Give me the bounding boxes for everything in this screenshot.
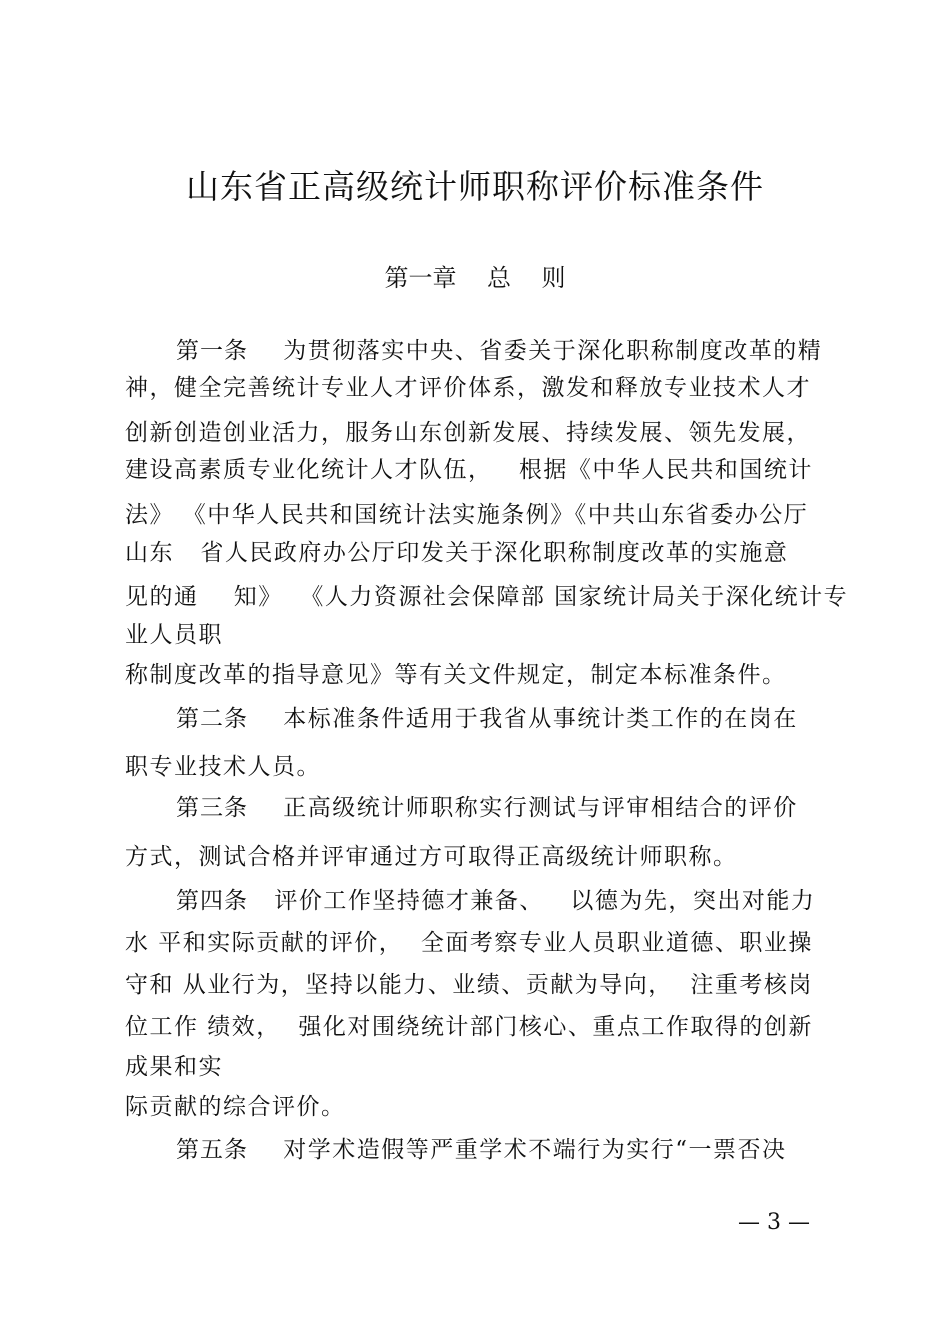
- article-label: 第四条: [176, 888, 248, 914]
- text-line: [125, 1012, 813, 1042]
- line-text: 正高级统计师职称实行测试与评审相结合的评价: [248, 795, 798, 821]
- text-line: [125, 752, 321, 782]
- text-line: [176, 704, 798, 734]
- document-title: 山东省正高级统计师职称评价标准条件: [186, 167, 764, 206]
- line-text: 本标准条件适用于我省从事统计类工作的在岗在: [248, 706, 798, 732]
- text-line: [125, 928, 813, 958]
- line-text: 创新创造创业活力，服务山东创新发展、持续发展、领先发展，: [125, 420, 811, 446]
- text-line: [176, 886, 815, 916]
- line-text: 水 平和实际贡献的评价， 全面考察专业人员职业道德、职业操: [125, 930, 813, 956]
- line-text: 方式，测试合格并评审通过方可取得正高级统计师职称。: [125, 844, 738, 870]
- line-text: 际贡献的综合评价。: [125, 1094, 346, 1120]
- text-line: [125, 418, 811, 448]
- article-label: 第五条: [176, 1137, 248, 1163]
- line-text: 对学术造假等严重学术不端行为实行“一票否决: [248, 1137, 787, 1163]
- line-text: 山东 省人民政府办公厅印发关于深化职称制度改革的实施意: [125, 540, 789, 566]
- text-line: [125, 842, 738, 872]
- text-line: [125, 582, 848, 612]
- text-line: [125, 455, 813, 485]
- text-line: [125, 1052, 223, 1082]
- line-text: 位工作 绩效， 强化对围绕统计部门核心、重点工作取得的创新: [125, 1014, 813, 1040]
- text-line: [125, 660, 787, 690]
- line-text: 评价工作坚持德才兼备、 以德为先，突出对能力: [248, 888, 816, 914]
- line-text: 见的通 知》 《人力资源社会保障部 国家统计局关于深化统计专: [125, 584, 849, 610]
- text-line: [176, 1135, 787, 1165]
- article-label: 第一条: [176, 338, 248, 364]
- text-line: [125, 538, 788, 568]
- text-line: [125, 970, 813, 1000]
- text-line: [125, 1092, 346, 1122]
- text-line: [176, 336, 822, 366]
- article-label: 第三条: [176, 795, 248, 821]
- text-line: [125, 373, 811, 403]
- line-text: 成果和实: [125, 1054, 223, 1080]
- line-text: 法》 《中华人民共和国统计法实施条例》《中共山东省委办公厅: [125, 502, 809, 528]
- line-text: 守和 从业行为，坚持以能力、业绩、贡献为导向， 注重考核岗: [125, 972, 813, 998]
- text-line: [176, 793, 798, 823]
- line-text: 建设高素质专业化统计人才队伍， 根据《中华人民共和国统计: [125, 457, 813, 483]
- article-label: 第二条: [176, 706, 248, 732]
- page-number: — 3 —: [738, 1210, 810, 1235]
- line-text: 职专业技术人员。: [125, 754, 321, 780]
- text-line: [125, 500, 808, 530]
- chapter-heading: 第一章 总 则: [384, 264, 566, 292]
- text-line: [125, 620, 223, 650]
- line-text: 业人员职: [125, 622, 223, 648]
- line-text: 神，健全完善统计专业人才评价体系，激发和释放专业技术人才: [125, 375, 811, 401]
- line-text: 为贯彻落实中央、省委关于深化职称制度改革的精: [248, 338, 823, 364]
- line-text: 称制度改革的指导意见》等有关文件规定，制定本标准条件。: [125, 662, 787, 688]
